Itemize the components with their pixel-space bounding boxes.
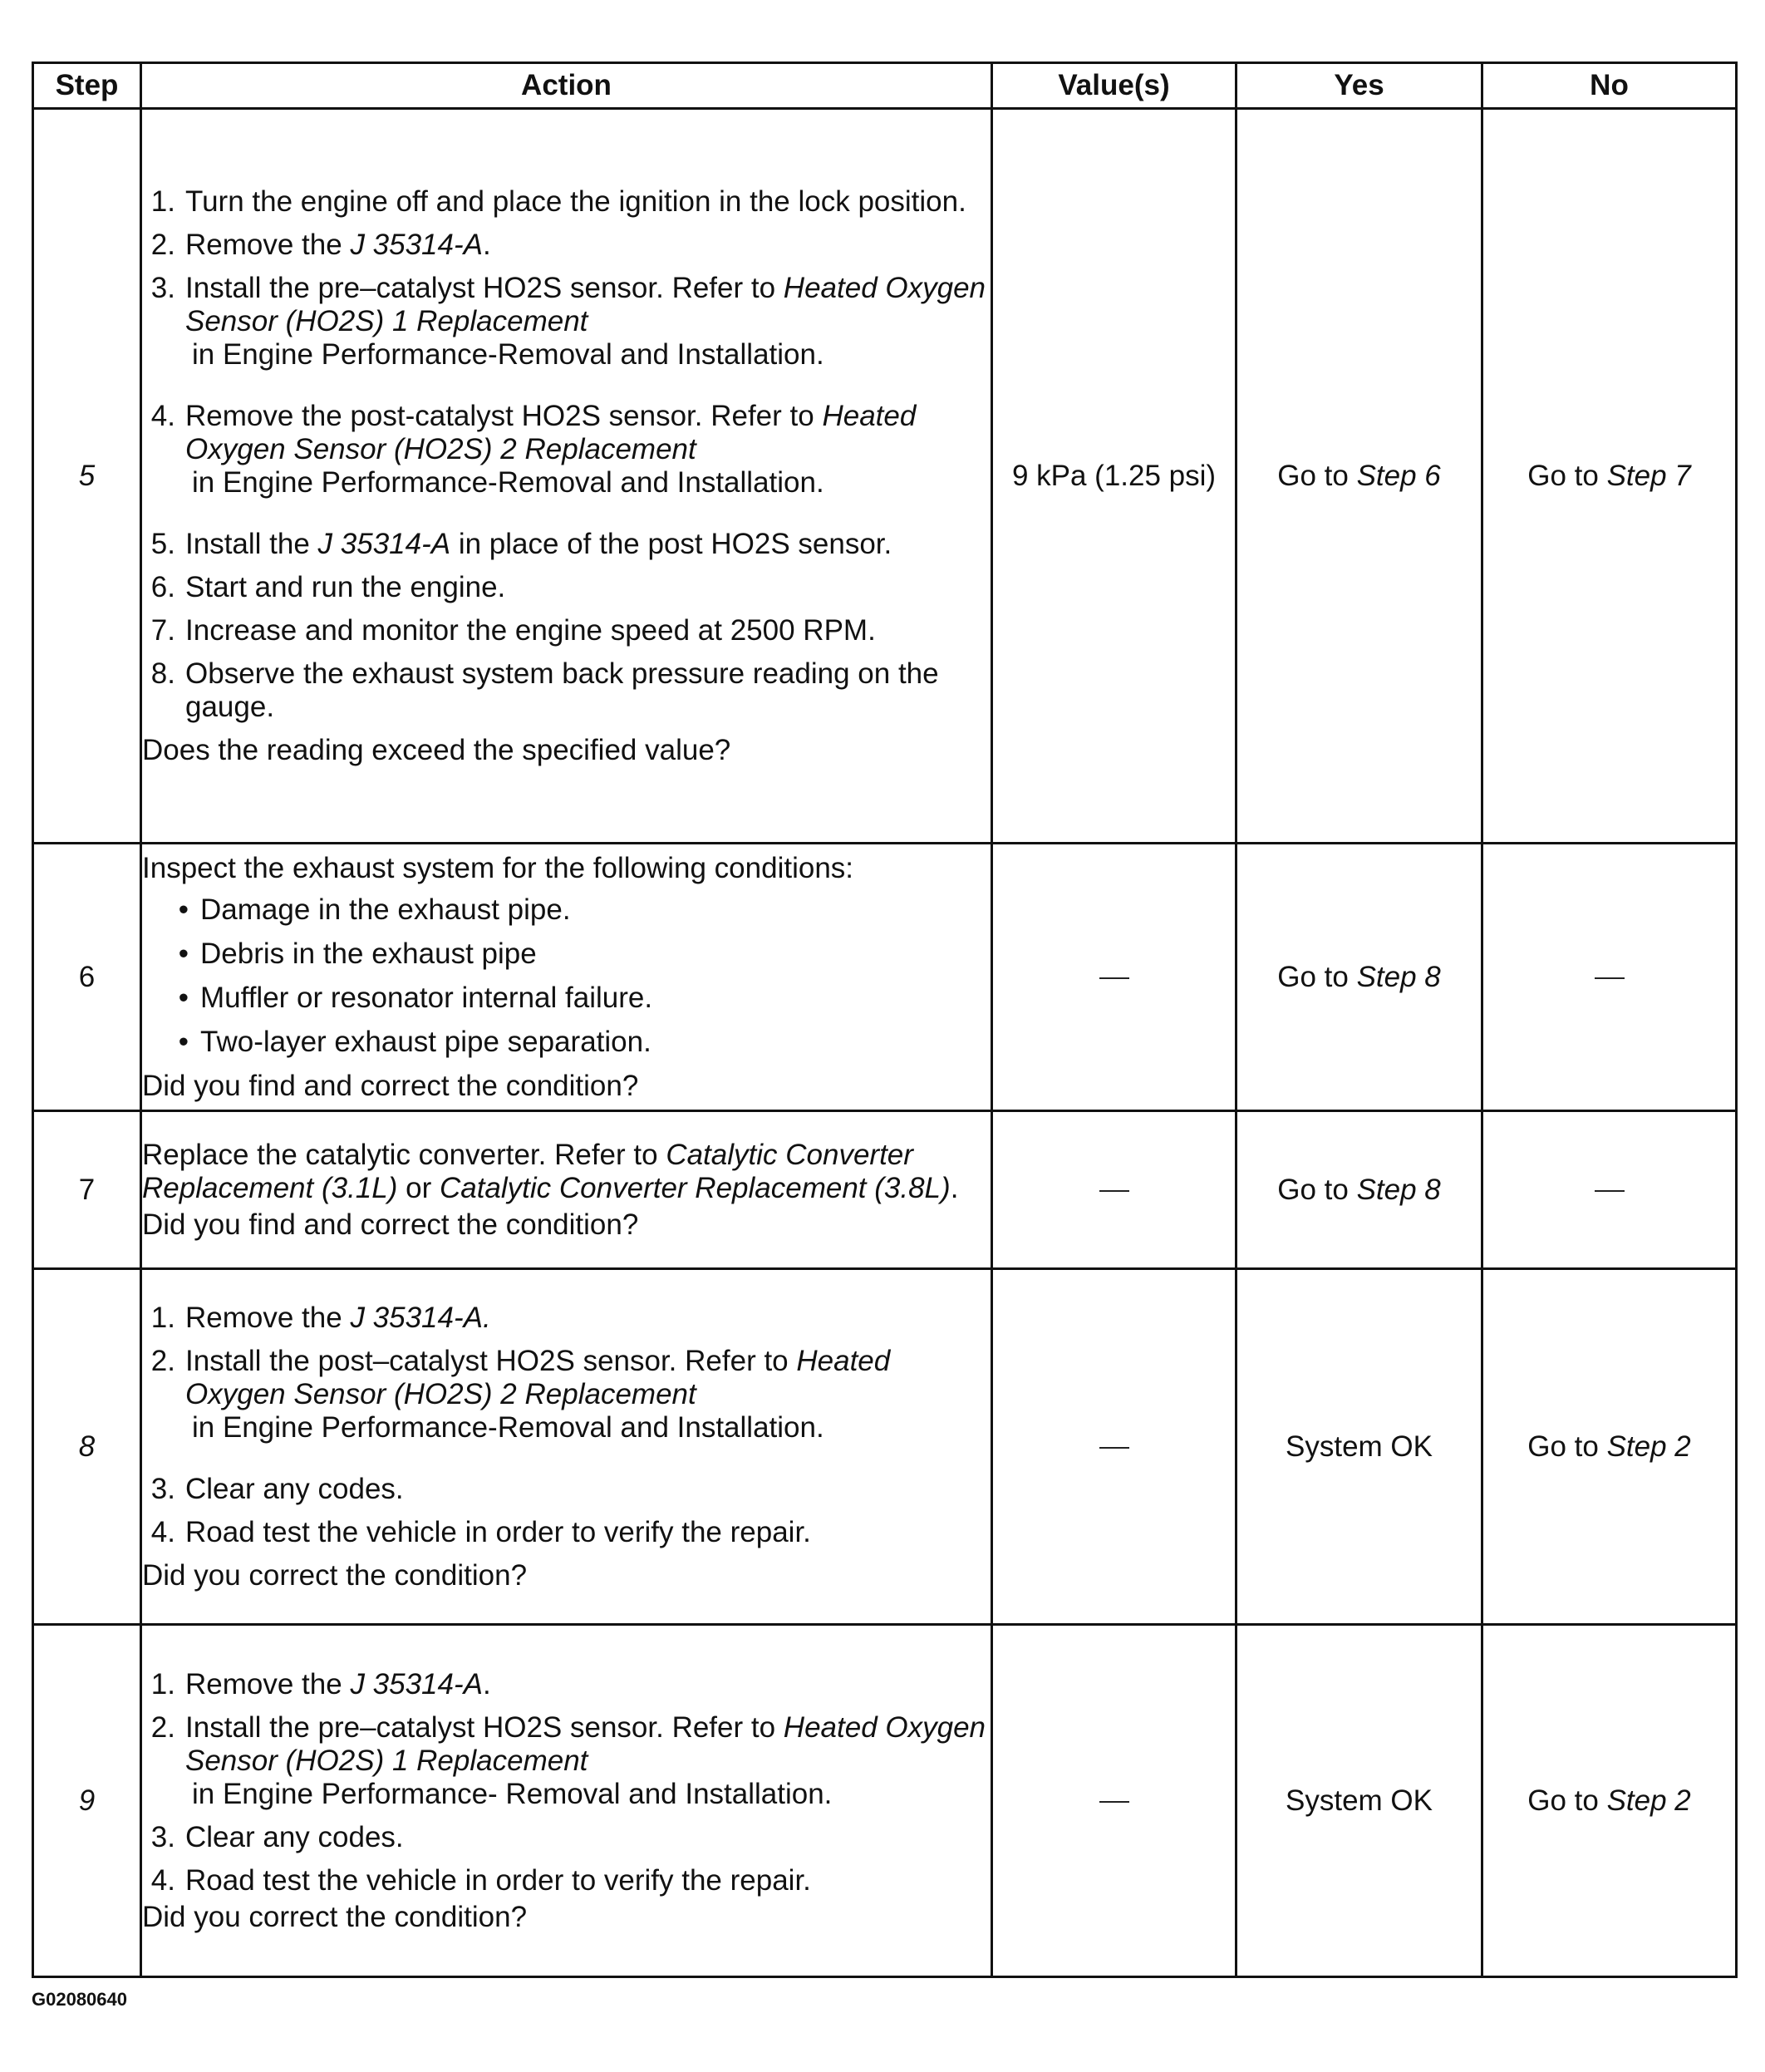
value-cell bbox=[992, 844, 1236, 1111]
list-item: 8. Observe the exhaust system back pressure reading on the gauge. bbox=[150, 657, 939, 723]
yes-cell: System OK bbox=[1236, 1269, 1482, 1625]
dash-mark bbox=[1595, 977, 1625, 979]
dash-mark bbox=[1099, 1801, 1129, 1803]
yes-cell: Go to Step 8 bbox=[1236, 844, 1482, 1111]
procedure-reference: Catalytic Converter Replacement (3.1L) bbox=[142, 1138, 913, 1204]
list-item: 1. Remove the J 35314-A. bbox=[150, 1301, 491, 1334]
action-cell bbox=[141, 1111, 992, 1269]
question-text: Did you correct the condition? bbox=[142, 1900, 528, 1933]
header-values: Value(s) bbox=[992, 63, 1236, 109]
yes-cell: System OK bbox=[1236, 1625, 1482, 1977]
dash-mark bbox=[1595, 1190, 1625, 1192]
value-cell bbox=[992, 1269, 1236, 1625]
intro-text: Inspect the exhaust system for the following conditions: bbox=[142, 851, 854, 884]
no-cell: Go to Step 2 bbox=[1482, 1625, 1737, 1977]
step-number: 5 bbox=[33, 109, 141, 844]
step-list bbox=[142, 1668, 991, 1897]
step-link: Step 2 bbox=[1606, 1430, 1691, 1463]
step-link: Step 8 bbox=[1356, 960, 1441, 993]
dash-mark bbox=[1099, 1447, 1129, 1449]
tool-reference: J 35314-A bbox=[350, 1667, 483, 1700]
action-cell bbox=[141, 1625, 992, 1977]
yes-cell: Go to Step 8 bbox=[1236, 1111, 1482, 1269]
table-row-step-5 bbox=[33, 109, 1737, 844]
step-number: 8 bbox=[33, 1269, 141, 1625]
table-row-step-8 bbox=[33, 1269, 1737, 1625]
step-link: Step 2 bbox=[1606, 1784, 1691, 1817]
value-cell bbox=[992, 1625, 1236, 1977]
step-list bbox=[142, 1302, 991, 1549]
procedure-reference: Heated Oxygen Sensor (HO2S) 1 Replacement bbox=[185, 271, 986, 337]
question-text: Did you find and correct the condition? bbox=[142, 1069, 639, 1102]
header-no: No bbox=[1482, 63, 1737, 109]
tool-reference: J 35314-A bbox=[350, 228, 483, 261]
dash-mark bbox=[1099, 977, 1129, 979]
tool-reference: J 35314-A. bbox=[350, 1301, 491, 1334]
list-item: 3. Clear any codes. bbox=[150, 1820, 404, 1853]
action-cell bbox=[141, 844, 992, 1111]
figure-id: G02080640 bbox=[32, 1989, 127, 2010]
table-header-row bbox=[33, 63, 1737, 109]
header-action: Action bbox=[141, 63, 992, 109]
no-cell bbox=[1482, 844, 1737, 1111]
table-row-step-7 bbox=[33, 1111, 1737, 1269]
procedure-reference: Heated Oxygen Sensor (HO2S) 2 Replacement bbox=[185, 1344, 891, 1410]
list-item: 3. Clear any codes. bbox=[150, 1472, 404, 1505]
table-row-step-9 bbox=[33, 1625, 1737, 1977]
condition-list bbox=[142, 893, 991, 1059]
list-item: 3. Install the pre–catalyst HO2S sensor. Refer to Heated Oxygen Sensor (HO2S) 1 Replacement in Engine Performance-Removal and Installation. bbox=[150, 271, 986, 371]
list-item: 5. Install the J 35314-A in place of the post HO2S sensor. bbox=[150, 527, 892, 560]
header-step: Step bbox=[33, 63, 141, 109]
list-item: • Debris in the exhaust pipe bbox=[178, 937, 537, 970]
step-link: Step 7 bbox=[1606, 459, 1691, 492]
list-item: 1. Turn the engine off and place the ignition in the lock position. bbox=[150, 185, 966, 218]
tool-reference: J 35314-A bbox=[317, 527, 451, 560]
question-text: Does the reading exceed the specified value? bbox=[142, 733, 731, 766]
question-text: Did you find and correct the condition? bbox=[142, 1208, 639, 1241]
step-number: 9 bbox=[33, 1625, 141, 1977]
no-cell: Go to Step 2 bbox=[1482, 1269, 1737, 1625]
list-item: 2. Install the pre–catalyst HO2S sensor. Refer to Heated Oxygen Sensor (HO2S) 1 Replacement in Engine Performance- Removal and Installation. bbox=[150, 1710, 986, 1810]
diagnostic-table bbox=[32, 62, 1738, 1978]
step-link: Step 6 bbox=[1356, 459, 1441, 492]
dash-mark bbox=[1099, 1190, 1129, 1192]
action-cell bbox=[141, 1269, 992, 1625]
step-number: 6 bbox=[33, 844, 141, 1111]
value-cell: 9 kPa (1.25 psi) bbox=[992, 109, 1236, 844]
yes-cell: Go to Step 6 bbox=[1236, 109, 1482, 844]
step-link: Step 8 bbox=[1356, 1173, 1441, 1206]
no-cell bbox=[1482, 1111, 1737, 1269]
list-item: 6. Start and run the engine. bbox=[150, 570, 506, 603]
list-item: 4. Road test the vehicle in order to verify the repair. bbox=[150, 1515, 811, 1548]
table-row-step-6 bbox=[33, 844, 1737, 1111]
question-text: Did you correct the condition? bbox=[142, 1558, 528, 1592]
procedure-reference: Heated Oxygen Sensor (HO2S) 2 Replacement bbox=[185, 399, 917, 465]
list-item: 7. Increase and monitor the engine speed at 2500 RPM. bbox=[150, 613, 876, 647]
step-number: 7 bbox=[33, 1111, 141, 1269]
list-item: • Two-layer exhaust pipe separation. bbox=[178, 1025, 651, 1058]
instruction-text: Replace the catalytic converter. Refer to Catalytic Converter Replacement (3.1L) or Catalytic Converter Replacement (3.8L). bbox=[142, 1138, 959, 1204]
list-item: 4. Remove the post-catalyst HO2S sensor. Refer to Heated Oxygen Sensor (HO2S) 2 Replacement in Engine Performance-Removal and Installation. bbox=[150, 399, 917, 499]
header-yes: Yes bbox=[1236, 63, 1482, 109]
step-list bbox=[142, 185, 991, 724]
no-cell: Go to Step 7 bbox=[1482, 109, 1737, 844]
list-item: 1. Remove the J 35314-A. bbox=[150, 1667, 491, 1700]
list-item: • Muffler or resonator internal failure. bbox=[178, 981, 653, 1014]
list-item: • Damage in the exhaust pipe. bbox=[178, 893, 571, 926]
list-item: 2. Install the post–catalyst HO2S sensor. Refer to Heated Oxygen Sensor (HO2S) 2 Replacement in Engine Performance-Removal and Installation. bbox=[150, 1344, 891, 1444]
procedure-reference: Catalytic Converter Replacement (3.8L) bbox=[439, 1171, 951, 1204]
action-cell bbox=[141, 109, 992, 844]
procedure-reference: Heated Oxygen Sensor (HO2S) 1 Replacement bbox=[185, 1710, 986, 1777]
list-item: 2. Remove the J 35314-A. bbox=[150, 228, 491, 261]
list-item: 4. Road test the vehicle in order to verify the repair. bbox=[150, 1863, 811, 1897]
value-cell bbox=[992, 1111, 1236, 1269]
